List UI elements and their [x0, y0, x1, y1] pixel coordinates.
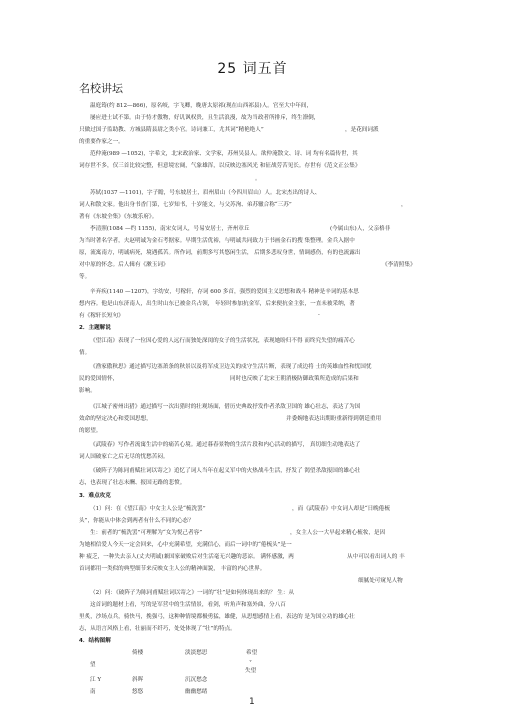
theme-3-line-3: 的愿望。 — [79, 428, 102, 434]
structure-cell: 失望 — [245, 668, 257, 674]
su-line-2b: ， — [401, 202, 407, 208]
structure-cell: 淡淡愁思 — [185, 650, 208, 656]
theme-3-line-2b: 并委婉地表达出期盼重新得到朝廷重用 — [286, 416, 382, 422]
li-line-4: 对中原的怀念。后人辑有《漱玉词》 — [79, 262, 169, 268]
theme-2-line-2b: 同时也反映了北宋王朝消极防御政策所造成的后果和 — [230, 376, 359, 382]
wen-line-3b: ，是花间词派 — [345, 127, 379, 133]
xin-line-2: 想内容。他是山东济南人，出生时山东已被金兵占领， 年轻时参加抗金军，后来便抗金主张，一直未被采纳，著 — [79, 301, 355, 307]
su-line-3: 著有《东坡全集》《东坡乐府》。 — [79, 214, 158, 220]
theme-5-line-1: 《破阵子为陈同甫赋壮词以寄之》追忆了词人当年在起义军中的火热战斗生活，抒发了 渴望杀敌报国的雄心壮 — [90, 468, 361, 474]
diff-line-1: （1）问：在《望江南》中女主人公是“梳洗罢” — [90, 506, 206, 512]
li-line-5: 等。 — [79, 274, 91, 280]
theme-heading: 2．主题解说 — [79, 325, 111, 331]
diff-line-8: 这首词的题材上看，写的是军营中的生活情景，看剑，听角声和塞外曲，分八百 — [90, 602, 286, 608]
theme-3-line-2: 效命的坚定决心和爱国思想， — [79, 416, 152, 422]
su-line-2: 词人和散文家。他出身书香门第，七岁知书，十岁能文，与父苏洵、弟苏辙合称“三苏” — [79, 202, 292, 208]
structure-cell: 希望 — [246, 650, 258, 656]
structure-cell: 倚楼 — [132, 650, 144, 656]
page-number: 1 — [249, 697, 255, 707]
structure-cell: 南 — [90, 689, 96, 695]
wen-line-3: 只做过国子监助教、方城县隋县尉之类小官。诗词兼工，尤其词“精艳绝人” — [79, 127, 264, 133]
wen-line-1: 温庭筠(约 812—866)，原名岐，字飞卿，晚唐太原祁(现在山西祁县)人。官至大中年间， — [90, 103, 313, 109]
theme-3-line-1: 《江城子密州出猎》通过描写一次出猎时的壮观场面，借历史典故抒发作者杀敌卫国的 雄心壮志，表达了为国 — [90, 404, 361, 410]
wen-line-4: 的重要作家之一。 — [79, 139, 124, 145]
theme-4-line-2: 词人国破家亡之后无尽的忧愁苦闷。 — [79, 454, 169, 460]
theme-2-line-1: 《渔家傲秋思》通过描写边塞萧条的秋景以及将军戍卫边关的戍守生活片断，表现了成边将 士的英雄血性和忧国忧 — [90, 364, 372, 370]
structure-cell: 斜晖 — [132, 677, 144, 683]
structure-cell: 望 — [90, 662, 96, 668]
theme-1-line-1: 《望江南》表现了一位因心爱的人远行而独处深闺的女子的生活状况，表现她盼归不得 而终究失望的痛苦心 — [90, 338, 355, 344]
diff-line-1b: ，而《武陵春》中女词人却是“日晚倦梳 — [292, 506, 390, 512]
wen-line-2: 屡应进士试不第。由于恃才傲物，好讥讽权贵，且生活浪漫，故为当政者所排斥，终生潦倒， — [90, 115, 320, 121]
xin-line-3: 有《稼轩长短句》 — [79, 313, 124, 319]
structure-cell: 幽幽愁绪 — [185, 689, 208, 695]
diff-line-9: 里炙，沙场点兵，骑快马，挽强弓，这种种情境都极勇猛，雄健，从思想感情上看，表达的 是为国立功的雄心壮 — [79, 614, 355, 620]
diff-line-6b: 细腻处可窥见人物 — [358, 578, 403, 584]
li-line-3: 原，流寓南方，明诚病死，境遇孤苦。所作词，前期多写其悠闲生活， 后期多悲叹身世，情调感伤，有的也流露出 — [79, 250, 361, 256]
theme-2-line-3: 影响。 — [79, 388, 96, 394]
diff-line-5b: 从中可以看出词人的 丰 — [347, 554, 405, 560]
structure-heading: 4．结构图解 — [79, 638, 111, 644]
page-title: 25 词五首 — [217, 61, 288, 77]
structure-cell: 沉沉愁念 — [185, 677, 208, 683]
li-line-1: 李清照(1084 —约 1155)，南宋女词人，号易安居士，齐州章丘 — [90, 226, 250, 232]
theme-1-line-2: 情。 — [79, 350, 91, 356]
xin-line-1: 辛弃疾(1140 —1207)，字幼安，号稼轩，存词 600 多首，强烈的爱国主义思想和战斗 精神是辛词的基本思 — [90, 289, 359, 295]
diff-line-4: 为她相信爱人今天一定会回来，心中充满希望，充满信心，而后一词中的“倦梳头”是一 — [79, 542, 292, 548]
theme-4-line-1: 《武陵春》写作者流寓生活中的痛苦心境。通过暮春景物的生活片段和内心活动的描写， 真切细生动地表达了 — [90, 442, 361, 448]
structure-cell: 江 Y — [90, 677, 102, 683]
fan-line-2: 词存世不多，仅三首比较完整，但意境宏阔，气象雄浑，以反映边塞风光 和征战劳苦见长。存世有《范文正公集》 — [79, 163, 361, 169]
stray-mark: · — [318, 312, 320, 319]
diff-line-10: 志，从语言风格上看，壮丽而不纤巧，处处体现了“壮”的特点。 — [79, 626, 236, 632]
theme-2-line-2: 民的爱国情怀， — [79, 376, 119, 382]
diff-line-3b: ，女主人公一大早起来精心梳妆，是因 — [290, 530, 386, 536]
difficulty-heading: 3．难点攻克 — [79, 493, 111, 499]
theme-5-line-2: 志，也表现了壮志未酬、报国无路的悲愤。 — [79, 480, 186, 486]
li-line-2: 为当时著名学者，夫赵明诚为金石考据家。早期生活优裕，与明诚共同致力于书画金石的搜 集整理。金兵入据中 — [79, 238, 355, 244]
arrow-mark: ˅ — [249, 660, 252, 667]
diff-line-5: 种 疲乏，一种失去亲人(丈夫明诚)兼国家破败后对生活毫无兴趣的悲凉。 满怀感激，两 — [79, 554, 294, 560]
li-line-4b: 《李清照集》 — [382, 262, 416, 268]
diff-line-7: （2）问：《破阵子为陈同甫赋壮词以寄之》一词的“壮”是如何体现出来的？ 生：从 — [90, 590, 295, 596]
diff-line-3: 生：前者的“梳洗罢”可理解为“女为悦己者容” — [90, 530, 203, 536]
fan-line-3: 。 — [255, 176, 261, 182]
su-line-1: 苏轼(1037 —1101)，字子瞻，号东坡居士，眉州眉山（今四川眉山）人。北宋杰出的诗人、 — [90, 190, 321, 196]
diff-line-6: 首词都用一类似的典型细节来反映女主人公的精神面貌， 丰富的内心世界。 — [79, 566, 266, 572]
fan-line-1: 范仲淹(989 —1052)，字希文，北宋政治家、文学家，苏州吴县人。欲仲淹散文、诗、词 均有名篇传世，其 — [90, 151, 358, 157]
li-line-1b: (今属山东)人，父亲格非 — [330, 226, 391, 232]
section-heading: 名校讲坛 — [79, 82, 123, 95]
structure-cell: 悠悠 — [132, 689, 144, 695]
diff-line-2: 头”，你能从中体会到两者有什么不同的心态？ — [79, 518, 194, 524]
